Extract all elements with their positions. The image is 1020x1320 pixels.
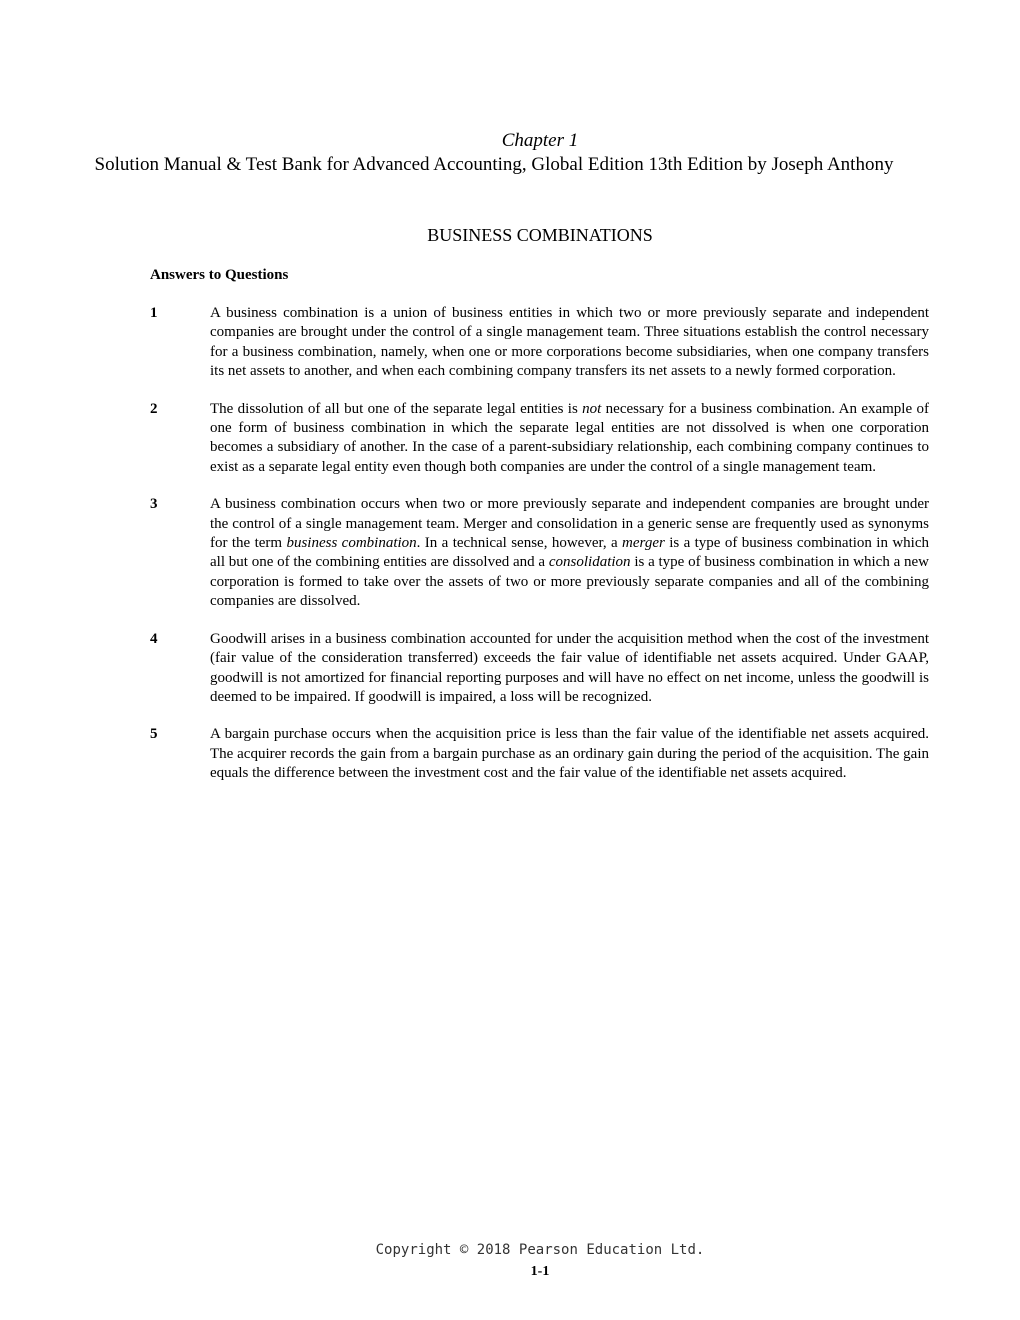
answer-text-run: The dissolution of all but one of the separate legal entities is [210,400,583,417]
answer-item [150,400,929,478]
answers-list [150,304,929,802]
answer-text-run: A business combination is a union of business entities in which two or more previously separate and independent companies are brought under the control of a single management team. Three situations establish the control necessary for a business combination, namely, when one or more corporations become subsidiaries, when one company transfers its net assets to another, and when each combining company transfers its net assets to a newly formed corporation. [210,305,929,380]
answer-emphasis: consolidation [548,554,631,571]
answer-number: 1 [150,305,158,321]
answer-number: 5 [150,726,158,743]
answer-item [150,495,929,611]
answer-text-run: necessary for a business combination. An example of one form of business combination in which the separate legal entities are not dissolved is when one corporation becomes a subsidiary of another. In the case of a parent-subsidiary relationship, each combining company continues to exist as a separate legal entity even though both companies are under the control of a single management team. [210,400,929,475]
answer-text [210,400,929,478]
answer-text-run: Goodwill arises in a business combination accounted for under the acquisition method when the cost of the investment (fair value of the consideration transferred) exceeds the fair value of identifiable net assets acquired. Under GAAP, goodwill is not amortized for financial reporting purposes and will have no effect on net income, unless the goodwill is deemed to be impaired. If goodwill is impaired, a loss will be recognized. [210,630,929,705]
answer-number: 3 [150,496,158,513]
answer-number: 4 [150,630,158,647]
answers-heading: Answers to Questions [150,267,289,283]
answer-text [210,725,929,783]
answer-text [210,304,929,382]
document-title: Solution Manual & Test Bank for Advanced Accounting, Global Edition 13th Edition by Joseph Anthony [94,154,894,175]
answer-text [210,630,929,708]
answer-text-run: is a type of business combination in which all but one of the combining entities are dissolved and a [210,535,929,571]
answer-text-run: A business combination occurs when two or more previously separate and independent companies are brought under the control of a single management team. Merger and consolidation in a generic sense are frequently used as synonyms for the term [210,496,929,552]
answer-item [150,725,929,783]
section-title: BUSINESS COMBINATIONS [427,225,653,245]
answer-number: 2 [150,400,158,417]
chapter-label: Chapter 1 [501,130,579,151]
answer-text-run: . In a technical sense, however, a [416,535,623,552]
copyright-notice: Copyright © 2018 Pearson Education Ltd. [375,1242,705,1258]
answer-item [150,630,929,708]
answer-text [210,495,929,611]
answer-emphasis: merger [622,535,665,552]
answer-emphasis: business combination [286,535,417,552]
answer-item [150,304,929,382]
answer-text-run: is a type of business combination in which a new corporation is formed to take over the assets of two or more previously separate companies and all of the combining companies are dissolved. [210,554,930,610]
page-number: 1-1 [530,1264,550,1279]
answer-emphasis: not [582,400,602,417]
answer-text-run: A bargain purchase occurs when the acquisition price is less than the fair value of the identifiable net assets acquired. The acquirer records the gain from a bargain purchase as an ordinary gain during the period of the acquisition. The gain equals the difference between the investment cost and the fair value of the identifiable net assets acquired. [210,726,929,782]
